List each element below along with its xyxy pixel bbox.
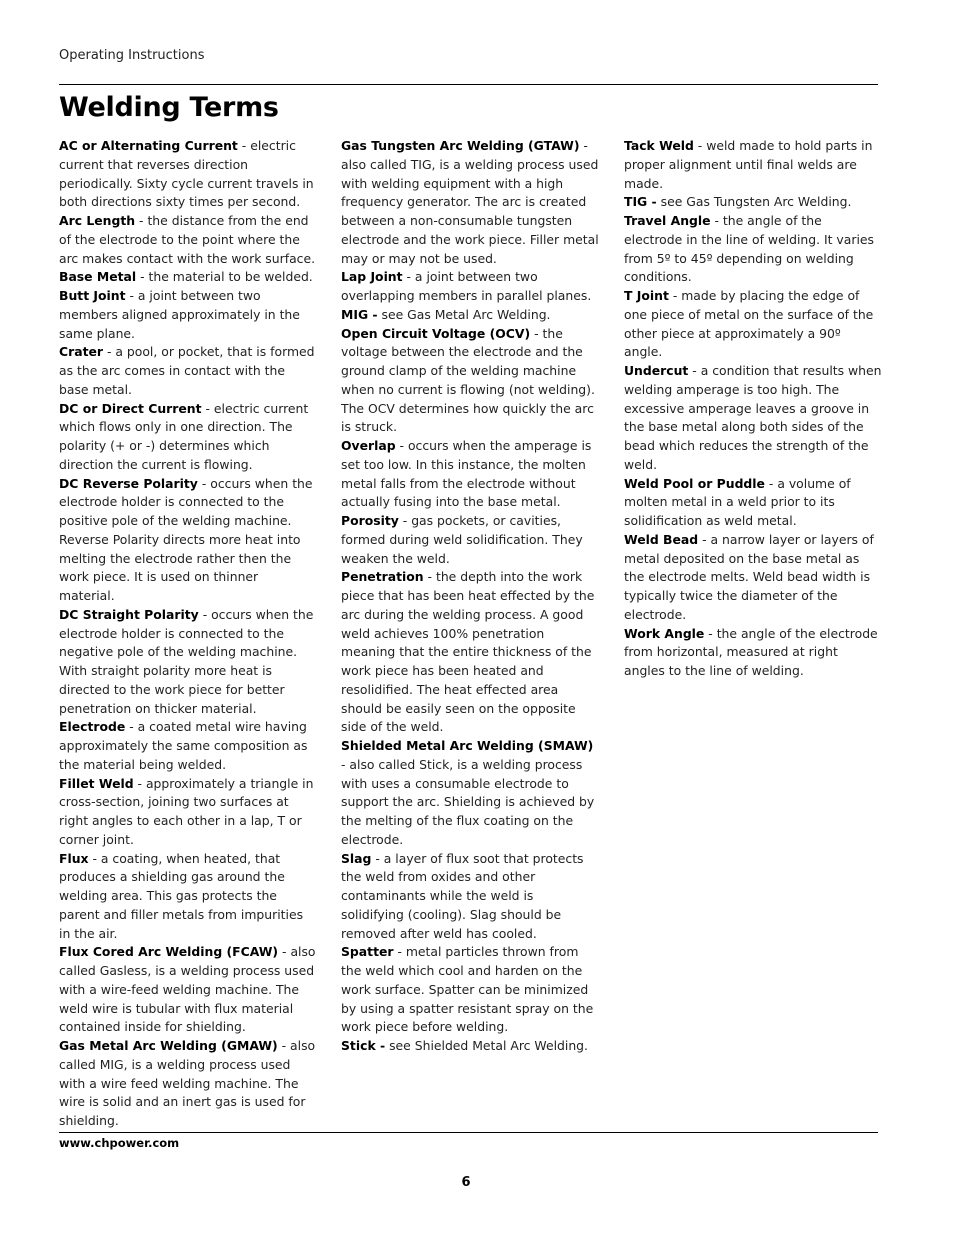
glossary-term: Arc Length [59, 213, 136, 228]
glossary-definition: - occurs when the electrode holder is connected to the negative pole of the welding machine. With straight polarity more heat is directed to the work piece for better penetration on thicker material. [59, 606, 314, 716]
glossary-definition: - also called MIG, is a welding process used with a wire feed welding machine. The wire is solid and an inert gas is used for shielding. [59, 1038, 316, 1128]
glossary-entry [59, 775, 317, 850]
glossary-entry [59, 606, 317, 719]
glossary-entry [341, 1037, 599, 1056]
glossary-term: Lap Joint [341, 269, 403, 285]
glossary-definition: - occurs when the electrode holder is connected to the positive pole of the welding machine. Reverse Polarity directs more heat into melting the electrode rather then the work piece. It is used on thinner material. [59, 475, 313, 603]
glossary-definition: - also called Stick, is a welding process with uses a consumable electrode to support the arc. Shielding is achieved by the melting of the flux coating on the electrode. [341, 756, 595, 847]
footer-divider [59, 1132, 878, 1133]
glossary-entry [624, 475, 882, 531]
glossary-definition: - a volume of molten metal in a weld prior to its solidification as weld metal. [624, 475, 851, 528]
glossary-entry [59, 212, 317, 268]
glossary-definition: - weld made to hold parts in proper alignment until final welds are made. [624, 138, 873, 191]
glossary-term: T Joint [624, 288, 669, 303]
glossary-term: Travel Angle [624, 213, 711, 228]
footer-website: www.chpower.com [59, 1136, 180, 1150]
glossary-term: Stick - [341, 1038, 386, 1053]
glossary-term: MIG - [341, 306, 378, 322]
glossary-term: Tack Weld [624, 138, 694, 153]
glossary-term: DC or Direct Current [59, 400, 202, 416]
glossary-term: DC Reverse Polarity [59, 475, 198, 491]
glossary-entry [59, 287, 317, 343]
glossary-definition: - the depth into the work piece that has been heat effected by the arc during the welding process. A good weld achieves 100% penetration meaning that the entire thickness of the work piece has been heated and resolidified. The heat effected area should be easily seen on the opposite side of the weld. [341, 569, 595, 735]
glossary-column-2 [341, 137, 599, 1056]
glossary-definition: - a condition that results when welding amperage is too high. The excessive amperage leaves a groove in the base metal along both sides of the bead which reduces the strength of the weld. [624, 363, 882, 472]
glossary-entry [59, 268, 317, 287]
glossary-term: Slag [341, 850, 372, 866]
glossary-definition: see Shielded Metal Arc Welding. [385, 1038, 588, 1053]
glossary-column-3 [624, 137, 882, 681]
glossary-entry [59, 850, 317, 944]
glossary-term: Work Angle [624, 625, 705, 641]
glossary-entry [624, 531, 882, 625]
glossary-entry [59, 137, 317, 212]
running-header: Operating Instructions [59, 48, 205, 63]
glossary-term: Undercut [624, 363, 689, 378]
page-number: 6 [461, 1175, 471, 1190]
glossary-definition: - the distance from the end of the electrode to the point where the arc makes contact with the work surface. [59, 213, 316, 266]
glossary-entry [341, 737, 599, 850]
glossary-entry [624, 625, 882, 681]
glossary-definition: - the material to be welded. [136, 269, 313, 285]
glossary-entry [624, 193, 882, 212]
glossary-term: Weld Pool or Puddle [624, 475, 765, 491]
glossary-term: Gas Metal Arc Welding (GMAW) [59, 1038, 278, 1053]
glossary-term: Gas Tungsten Arc Welding (GTAW) [341, 138, 580, 153]
glossary-definition: - the angle of the electrode in the line of welding. It varies from 5º to 45º depending on welding conditions. [624, 213, 874, 285]
glossary-term: Spatter [341, 944, 394, 960]
glossary-definition: - electric current which flows only in one direction. The polarity (+ or -) determines which direction the current is flowing. [59, 400, 309, 472]
glossary-definition: - a layer of flux soot that protects the weld from oxides and other contaminants while the weld is solidifying (cooling). Slag should be removed after weld has cooled. [341, 850, 584, 941]
glossary-term: Porosity [341, 513, 399, 528]
glossary-definition: - the voltage between the electrode and the ground clamp of the welding machine when no current is flowing (not welding). The OCV determines how quickly the arc is struck. [341, 325, 595, 435]
glossary-definition: - gas pockets, or cavities, formed during weld solidification. They weaken the weld. [341, 513, 583, 566]
glossary-entry [341, 437, 599, 512]
glossary-column-1 [59, 137, 317, 1131]
glossary-term: Base Metal [59, 269, 137, 285]
glossary-term: Flux Cored Arc Welding (FCAW) [59, 944, 279, 960]
glossary-term: Fillet Weld [59, 775, 134, 791]
glossary-definition: - a narrow layer or layers of metal deposited on the base metal as the electrode melts. Weld bead width is typically twice the diameter of the electrode. [624, 531, 874, 622]
glossary-definition: - also called Gasless, is a welding process used with a wire-feed welding machine. The weld wire is tubular with flux material contained inside for shielding. [59, 944, 316, 1035]
glossary-definition: see Gas Metal Arc Welding. [377, 306, 551, 322]
glossary-entry [59, 400, 317, 475]
glossary-term: Weld Bead [624, 531, 699, 547]
glossary-entry [624, 137, 882, 193]
glossary-definition: - a joint between two members aligned approximately in the same plane. [59, 288, 300, 341]
glossary-definition: - electric current that reverses direction periodically. Sixty cycle current travels in both directions sixty times per second. [59, 138, 314, 210]
glossary-definition: - a coating, when heated, that produces a shielding gas around the welding area. This gas protects the parent and filler metals from impurities in the air. [59, 850, 304, 941]
glossary-entry [341, 137, 599, 268]
glossary-definition: - the angle of the electrode from horizontal, measured at right angles to the line of welding. [624, 625, 878, 678]
page-title: Welding Terms [59, 92, 279, 123]
glossary-definition: - a joint between two overlapping members in parallel planes. [341, 269, 592, 303]
glossary-definition: - a pool, or pocket, that is formed as the arc comes in contact with the base metal. [59, 344, 315, 397]
glossary-definition: see Gas Tungsten Arc Welding. [656, 194, 852, 210]
glossary-definition: - also called TIG, is a welding process used with welding equipment with a high frequency generator. The arc is created between a non-consumable tungsten electrode and the work piece. Filler metal may or may not be used. [341, 138, 599, 266]
glossary-entry [59, 475, 317, 606]
glossary-entry [624, 287, 882, 362]
glossary-term: DC Straight Polarity [59, 606, 199, 622]
glossary-definition: - approximately a triangle in cross-section, joining two surfaces at right angles to each other in a lap, T or corner joint. [59, 775, 314, 847]
glossary-term: TIG - [624, 194, 657, 210]
glossary-entry [59, 1037, 317, 1131]
glossary-term: Flux [59, 850, 89, 866]
glossary-entry [59, 343, 317, 399]
glossary-entry [624, 212, 882, 287]
glossary-entry [59, 718, 317, 774]
glossary-entry [341, 268, 599, 306]
glossary-term: Penetration [341, 569, 424, 585]
glossary-entry [59, 943, 317, 1037]
glossary-term: Butt Joint [59, 288, 126, 303]
glossary-entry [341, 306, 599, 325]
glossary-entry [341, 512, 599, 568]
glossary-entry [624, 362, 882, 475]
glossary-term: Electrode [59, 719, 126, 735]
glossary-term: AC or Alternating Current [59, 138, 238, 153]
glossary-entry [341, 325, 599, 438]
glossary-definition: - metal particles thrown from the weld which cool and harden on the work surface. Spatter can be minimized by using a spatter resistant spray on the work piece before welding. [341, 944, 594, 1035]
glossary-term: Crater [59, 344, 104, 360]
header-divider [59, 84, 878, 85]
glossary-definition: - made by placing the edge of one piece of metal on the surface of the other piece at approximately a 90º angle. [624, 288, 874, 360]
glossary-definition: - a coated metal wire having approximately the same composition as the material being welded. [59, 719, 308, 772]
glossary-definition: - occurs when the amperage is set too low. In this instance, the molten metal falls from the electrode without actually fusing into the base metal. [341, 438, 592, 510]
glossary-term: Overlap [341, 438, 396, 453]
glossary-entry [341, 568, 599, 737]
glossary-term: Shielded Metal Arc Welding (SMAW) [341, 738, 594, 753]
glossary-term: Open Circuit Voltage (OCV) [341, 325, 531, 341]
glossary-entry [341, 943, 599, 1037]
glossary-entry [341, 850, 599, 944]
